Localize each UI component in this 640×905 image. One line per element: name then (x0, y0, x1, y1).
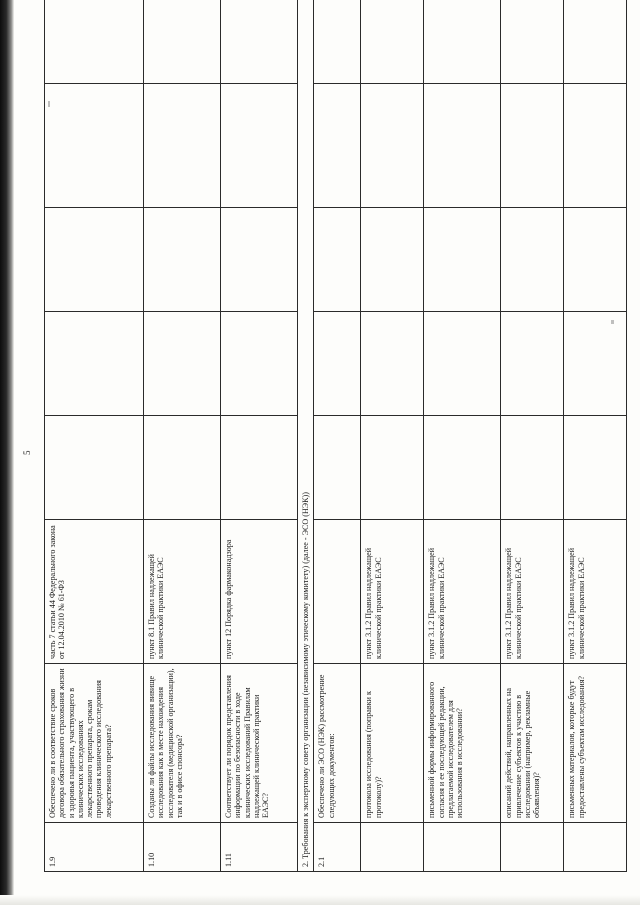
row-number (501, 823, 564, 872)
row-cell-3 (424, 208, 501, 312)
row-cell-3 (361, 208, 424, 312)
page-rotation-wrapper (16, 8, 622, 896)
row-number: 1.9 (45, 823, 144, 872)
row-cell-1 (361, 416, 424, 520)
row-number (361, 823, 424, 872)
row-cell-2 (361, 312, 424, 416)
table-row (314, 0, 361, 872)
section-heading: 2. Требования к экспертному совету организации (независимому этическому комитету) (далее - ЭСО (НЭК)) (298, 0, 314, 872)
row-reference (314, 520, 361, 664)
row-cell-3 (144, 208, 221, 312)
row-cell-2 (424, 312, 501, 416)
row-question: Обеспечено ли ЭСО (НЭК) рассмотрение следующих документов: (314, 664, 361, 823)
row-number: 1.10 (144, 823, 221, 872)
row-cell-4 (221, 84, 298, 208)
row-cell-4 (564, 84, 627, 208)
row-number (424, 823, 501, 872)
row-reference: часть 7 статьи 44 Федерального закона от 12.04.2010 № 61-ФЗ (45, 520, 144, 664)
row-cell-2 (564, 312, 627, 416)
table-row (361, 0, 424, 872)
row-cell-1 (144, 416, 221, 520)
row-question: Соответствует ли порядок представления информации по безопасности в ходе клинических исследований Правилам надлежащей клинической практики ЕАЭС? (221, 664, 298, 823)
row-cell-4 (501, 84, 564, 208)
row-cell-4 (314, 84, 361, 208)
row-cell-5 (361, 0, 424, 84)
table-row (221, 0, 298, 872)
row-question: протокола исследования (поправки к протоколу)? (361, 664, 424, 823)
section-heading-row (298, 0, 314, 872)
landscape-page (16, 8, 622, 896)
scan-speck (48, 101, 50, 107)
row-reference: пункт 8.1 Правил надлежащей клинической практики ЕАЭС (144, 520, 221, 664)
scan-bottom-edge (0, 895, 640, 905)
row-reference: пункт 3.1.2 Правил надлежащей клинической практики ЕАЭС (424, 520, 501, 664)
row-cell-1 (45, 416, 144, 520)
row-cell-3 (221, 208, 298, 312)
row-cell-4 (424, 84, 501, 208)
row-question: Созданы ли файлы исследования вивище исследования как в месте нахождения исследователя (медицинской организации), так и в офисе спонсора? (144, 664, 221, 823)
row-reference: пункт 12 Порядка фармаконадзора (221, 520, 298, 664)
row-cell-5 (45, 0, 144, 84)
row-cell-4 (361, 84, 424, 208)
row-cell-5 (144, 0, 221, 84)
scan-speck (611, 320, 614, 324)
row-cell-5 (564, 0, 627, 84)
row-reference: пункт 3.1.2 Правил надлежащей клинической практики ЕАЭС (361, 520, 424, 664)
row-reference: пункт 3.1.2 Правил надлежащей клинической практики ЕАЭС (564, 520, 627, 664)
scan-left-edge (0, 0, 14, 905)
table-row (564, 0, 627, 872)
row-cell-1 (314, 416, 361, 520)
row-cell-5 (221, 0, 298, 84)
table-row (424, 0, 501, 872)
row-cell-5 (314, 0, 361, 84)
row-cell-3 (314, 208, 361, 312)
row-cell-1 (564, 416, 627, 520)
row-number: 1.11 (221, 823, 298, 872)
row-cell-2 (45, 312, 144, 416)
row-cell-2 (221, 312, 298, 416)
row-number (564, 823, 627, 872)
row-question: Обеспечено ли в соответствие сроков договора обязательного страхования жизни и здоровья пациента, участвующего в клинических исследованиях лекарственного препарата, срокам проведения клинического исследования лекарственного препарата? (45, 664, 144, 823)
row-cell-1 (501, 416, 564, 520)
row-question: письменной формы информированного согласия и ее последующей редакции, предлагаемой исследователем для использования в исследовании? (424, 664, 501, 823)
table-row (501, 0, 564, 872)
row-question: описаний действий, направленных на привлечение субъектов к участию в исследовании (например, рекламные объявления)? (501, 664, 564, 823)
row-cell-4 (45, 84, 144, 208)
row-cell-5 (501, 0, 564, 84)
row-cell-2 (501, 312, 564, 416)
table-row (144, 0, 221, 872)
row-cell-1 (221, 416, 298, 520)
row-cell-2 (314, 312, 361, 416)
page-number: 5 (22, 450, 32, 455)
checklist-table (44, 0, 627, 872)
row-cell-3 (564, 208, 627, 312)
row-cell-3 (501, 208, 564, 312)
row-cell-4 (144, 84, 221, 208)
row-number: 2.1 (314, 823, 361, 872)
table-row (45, 0, 144, 872)
row-question: письменных материалов, которые будут предоставлены субъектам исследования? (564, 664, 627, 823)
row-cell-5 (424, 0, 501, 84)
row-reference: пункт 3.1.2 Правил надлежащей клинической практики ЕАЭС (501, 520, 564, 664)
row-cell-1 (424, 416, 501, 520)
row-cell-2 (144, 312, 221, 416)
row-cell-3 (45, 208, 144, 312)
